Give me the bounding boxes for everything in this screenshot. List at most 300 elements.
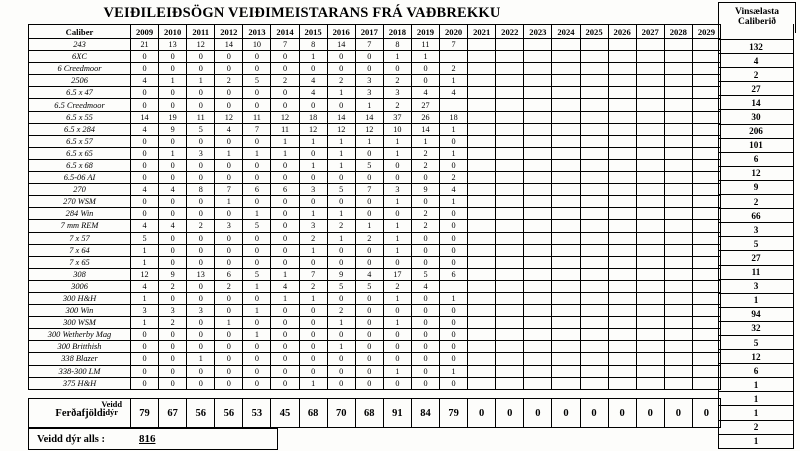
cell-count bbox=[692, 39, 720, 51]
cell-count: 1 bbox=[327, 147, 355, 159]
cell-count: 14 bbox=[131, 111, 159, 123]
cell-count: 0 bbox=[243, 353, 271, 365]
cell-count: 1 bbox=[327, 232, 355, 244]
cell-count bbox=[468, 135, 496, 147]
cell-count bbox=[664, 147, 692, 159]
cell-count: 4 bbox=[131, 75, 159, 87]
cell-count bbox=[636, 87, 664, 99]
cell-count: 7 bbox=[243, 123, 271, 135]
cell-count: 0 bbox=[383, 159, 411, 171]
cell-caliber-total: 27 bbox=[719, 251, 794, 265]
totals-row-label bbox=[29, 399, 131, 428]
cell-count: 1 bbox=[299, 377, 327, 389]
cell-count bbox=[524, 220, 552, 232]
cell-count bbox=[552, 232, 580, 244]
cell-count: 6 bbox=[243, 184, 271, 196]
favourite-caliber-values-table bbox=[718, 24, 794, 449]
cell-count: 1 bbox=[215, 147, 243, 159]
cell-caliber: 300 Win bbox=[29, 305, 131, 317]
cell-count: 0 bbox=[131, 341, 159, 353]
cell-count: 0 bbox=[299, 353, 327, 365]
cell-count: 0 bbox=[215, 256, 243, 268]
cell-count: 1 bbox=[131, 317, 159, 329]
cell-caliber-total: 1 bbox=[719, 378, 794, 392]
cell-count: 0 bbox=[215, 305, 243, 317]
cell-count: 0 bbox=[159, 232, 187, 244]
cell-count: 5 bbox=[131, 232, 159, 244]
cell-count: 0 bbox=[271, 196, 299, 208]
cell-caliber-total: 94 bbox=[719, 307, 794, 321]
cell-count: 0 bbox=[271, 87, 299, 99]
cell-count bbox=[580, 87, 608, 99]
cell-count bbox=[552, 268, 580, 280]
cell-caliber: 270 bbox=[29, 184, 131, 196]
cell-count: 10 bbox=[383, 123, 411, 135]
column-header-year: 2023 bbox=[524, 25, 552, 39]
cell-count: 0 bbox=[187, 280, 215, 292]
column-header-year: 2016 bbox=[327, 25, 355, 39]
cell-count: 3 bbox=[187, 305, 215, 317]
cell-count bbox=[692, 353, 720, 365]
cell-count bbox=[608, 147, 636, 159]
column-header-year: 2022 bbox=[496, 25, 524, 39]
favourite-caliber-row bbox=[719, 251, 794, 265]
cell-count: 0 bbox=[187, 377, 215, 389]
cell-count: 1 bbox=[215, 196, 243, 208]
cell-count: 0 bbox=[440, 377, 468, 389]
cell-count: 12 bbox=[131, 268, 159, 280]
cell-count bbox=[636, 329, 664, 341]
cell-count: 0 bbox=[243, 365, 271, 377]
cell-count bbox=[552, 329, 580, 341]
cell-count: 2 bbox=[187, 220, 215, 232]
cell-count: 0 bbox=[440, 329, 468, 341]
cell-caliber: 6.5 x 68 bbox=[29, 159, 131, 171]
cell-count: 18 bbox=[440, 111, 468, 123]
cell-count: 1 bbox=[187, 353, 215, 365]
table-row bbox=[29, 377, 721, 389]
cell-caliber: 7 x 64 bbox=[29, 244, 131, 256]
cell-count bbox=[692, 256, 720, 268]
cell-count bbox=[524, 329, 552, 341]
cell-count bbox=[580, 232, 608, 244]
cell-count: 0 bbox=[440, 305, 468, 317]
cell-count: 1 bbox=[299, 292, 327, 304]
cell-count: 0 bbox=[271, 208, 299, 220]
cell-caliber: 7 x 65 bbox=[29, 256, 131, 268]
cell-count: 0 bbox=[355, 196, 383, 208]
cell-count: 1 bbox=[383, 51, 411, 63]
cell-count bbox=[636, 63, 664, 75]
cell-count: 1 bbox=[159, 75, 187, 87]
cell-count: 5 bbox=[355, 159, 383, 171]
cell-count: 3 bbox=[187, 147, 215, 159]
cell-count: 0 bbox=[299, 172, 327, 184]
cell-count: 0 bbox=[383, 341, 411, 353]
cell-count bbox=[552, 280, 580, 292]
cell-count: 5 bbox=[411, 268, 439, 280]
cell-count bbox=[608, 353, 636, 365]
cell-count bbox=[664, 135, 692, 147]
cell-count bbox=[524, 111, 552, 123]
cell-count: 27 bbox=[411, 99, 439, 111]
cell-count bbox=[496, 147, 524, 159]
table-row bbox=[29, 268, 721, 280]
cell-count: 1 bbox=[440, 75, 468, 87]
favourite-caliber-row bbox=[719, 82, 794, 96]
cell-count bbox=[524, 305, 552, 317]
cell-count: 4 bbox=[159, 184, 187, 196]
cell-count bbox=[580, 172, 608, 184]
cell-count: 0 bbox=[131, 87, 159, 99]
cell-count bbox=[440, 51, 468, 63]
cell-count bbox=[552, 305, 580, 317]
table-row bbox=[29, 232, 721, 244]
cell-count: 0 bbox=[383, 63, 411, 75]
favourite-caliber-row bbox=[719, 223, 794, 237]
cell-count: 0 bbox=[271, 329, 299, 341]
cell-count bbox=[664, 87, 692, 99]
cell-count bbox=[496, 75, 524, 87]
cell-caliber: 6.5 x 55 bbox=[29, 111, 131, 123]
cell-count: 0 bbox=[440, 317, 468, 329]
cell-count: 0 bbox=[243, 292, 271, 304]
cell-count: 0 bbox=[411, 365, 439, 377]
cell-count bbox=[636, 39, 664, 51]
cell-count bbox=[552, 111, 580, 123]
cell-count: 0 bbox=[271, 377, 299, 389]
cell-count: 6 bbox=[271, 184, 299, 196]
cell-caliber: 284 Win bbox=[29, 208, 131, 220]
cell-count: 0 bbox=[355, 305, 383, 317]
cell-count bbox=[664, 111, 692, 123]
cell-count: 1 bbox=[131, 256, 159, 268]
cell-count bbox=[524, 244, 552, 256]
cell-count bbox=[664, 51, 692, 63]
cell-count: 1 bbox=[440, 365, 468, 377]
cell-count bbox=[468, 280, 496, 292]
cell-count: 0 bbox=[327, 329, 355, 341]
cell-count bbox=[580, 208, 608, 220]
cell-count: 0 bbox=[299, 147, 327, 159]
cell-count: 0 bbox=[215, 63, 243, 75]
cell-count: 4 bbox=[131, 220, 159, 232]
favourite-caliber-row bbox=[719, 350, 794, 364]
cell-count bbox=[552, 51, 580, 63]
cell-count bbox=[524, 123, 552, 135]
cell-count: 0 bbox=[131, 365, 159, 377]
totals-table bbox=[28, 398, 721, 428]
cell-count: 0 bbox=[411, 244, 439, 256]
cell-count: 1 bbox=[383, 135, 411, 147]
table-row bbox=[29, 317, 721, 329]
cell-count: 1 bbox=[271, 135, 299, 147]
cell-count: 12 bbox=[187, 39, 215, 51]
cell-count: 12 bbox=[271, 111, 299, 123]
cell-count bbox=[608, 329, 636, 341]
favourite-caliber-row bbox=[719, 180, 794, 194]
cell-caliber-total: 6 bbox=[719, 364, 794, 378]
cell-count: 1 bbox=[299, 208, 327, 220]
table-row bbox=[29, 292, 721, 304]
cell-caliber-total: 66 bbox=[719, 209, 794, 223]
table-header-row bbox=[29, 25, 721, 39]
column-header-year: 2025 bbox=[580, 25, 608, 39]
document-title-bar bbox=[28, 2, 576, 24]
cell-count: 0 bbox=[215, 353, 243, 365]
cell-caliber-total: 4 bbox=[719, 54, 794, 68]
cell-count bbox=[692, 87, 720, 99]
cell-count: 0 bbox=[411, 63, 439, 75]
cell-count: 4 bbox=[131, 123, 159, 135]
favourite-caliber-row bbox=[719, 124, 794, 138]
cell-count: 0 bbox=[355, 256, 383, 268]
cell-count: 0 bbox=[243, 159, 271, 171]
cell-count: 0 bbox=[327, 365, 355, 377]
cell-count bbox=[636, 305, 664, 317]
cell-count bbox=[552, 317, 580, 329]
cell-count bbox=[496, 99, 524, 111]
cell-count: 0 bbox=[411, 353, 439, 365]
cell-count: 0 bbox=[355, 329, 383, 341]
cell-count: 1 bbox=[383, 365, 411, 377]
cell-count bbox=[636, 172, 664, 184]
cell-count bbox=[580, 196, 608, 208]
cell-count bbox=[496, 87, 524, 99]
cell-count: 3 bbox=[299, 220, 327, 232]
cell-count bbox=[636, 256, 664, 268]
cell-count: 0 bbox=[159, 256, 187, 268]
table-row bbox=[29, 329, 721, 341]
cell-count: 12 bbox=[327, 123, 355, 135]
cell-count: 1 bbox=[271, 292, 299, 304]
favourite-caliber-row bbox=[719, 321, 794, 335]
cell-count bbox=[580, 317, 608, 329]
cell-caliber: 300 WSM bbox=[29, 317, 131, 329]
cell-count bbox=[664, 184, 692, 196]
cell-count: 4 bbox=[299, 87, 327, 99]
cell-count: 9 bbox=[411, 184, 439, 196]
cell-count: 4 bbox=[215, 123, 243, 135]
cell-count: 5 bbox=[355, 280, 383, 292]
cell-count: 0 bbox=[411, 292, 439, 304]
cell-year-total: 0 bbox=[496, 399, 524, 428]
table-row bbox=[29, 256, 721, 268]
cell-count bbox=[608, 135, 636, 147]
table-row bbox=[29, 63, 721, 75]
cell-count: 0 bbox=[131, 172, 159, 184]
cell-count: 1 bbox=[383, 196, 411, 208]
cell-caliber: 7 x 57 bbox=[29, 232, 131, 244]
cell-count: 0 bbox=[383, 377, 411, 389]
cell-count: 0 bbox=[271, 232, 299, 244]
cell-year-total: 0 bbox=[664, 399, 692, 428]
cell-year-total: 56 bbox=[187, 399, 215, 428]
cell-count bbox=[468, 196, 496, 208]
cell-caliber-total: 3 bbox=[719, 223, 794, 237]
cell-count: 13 bbox=[159, 39, 187, 51]
cell-count: 0 bbox=[243, 196, 271, 208]
cell-count: 0 bbox=[131, 63, 159, 75]
cell-caliber: 6.5 Creedmoor bbox=[29, 99, 131, 111]
cell-count bbox=[580, 184, 608, 196]
cell-count bbox=[524, 159, 552, 171]
cell-count: 1 bbox=[327, 87, 355, 99]
cell-count: 3 bbox=[159, 305, 187, 317]
cell-count: 0 bbox=[327, 292, 355, 304]
cell-count: 3 bbox=[215, 220, 243, 232]
cell-caliber-total: 1 bbox=[719, 392, 794, 406]
cell-count bbox=[468, 292, 496, 304]
cell-count: 0 bbox=[355, 147, 383, 159]
cell-count: 0 bbox=[355, 172, 383, 184]
cell-count bbox=[468, 220, 496, 232]
cell-caliber: 6.5-06 AI bbox=[29, 172, 131, 184]
cell-count: 0 bbox=[299, 196, 327, 208]
cell-count: 0 bbox=[411, 341, 439, 353]
cell-count bbox=[664, 256, 692, 268]
cell-count bbox=[636, 377, 664, 389]
cell-count: 0 bbox=[271, 159, 299, 171]
cell-count: 0 bbox=[131, 135, 159, 147]
cell-count: 2 bbox=[383, 99, 411, 111]
cell-count: 0 bbox=[159, 208, 187, 220]
column-header-year: 2021 bbox=[468, 25, 496, 39]
cell-count bbox=[496, 377, 524, 389]
cell-count: 2 bbox=[411, 208, 439, 220]
cell-caliber-total: 5 bbox=[719, 237, 794, 251]
totals-row bbox=[29, 399, 721, 428]
cell-count bbox=[468, 305, 496, 317]
cell-count bbox=[692, 196, 720, 208]
cell-count: 1 bbox=[383, 147, 411, 159]
cell-count: 9 bbox=[159, 268, 187, 280]
cell-caliber: 3006 bbox=[29, 280, 131, 292]
cell-count: 0 bbox=[215, 135, 243, 147]
cell-count bbox=[580, 135, 608, 147]
cell-caliber-total: 14 bbox=[719, 96, 794, 110]
cell-count bbox=[692, 292, 720, 304]
cell-count bbox=[496, 268, 524, 280]
cell-year-total: 79 bbox=[131, 399, 159, 428]
cell-count bbox=[580, 39, 608, 51]
cell-count: 0 bbox=[440, 159, 468, 171]
column-header-year: 2020 bbox=[440, 25, 468, 39]
cell-count: 2 bbox=[299, 232, 327, 244]
cell-count bbox=[552, 147, 580, 159]
cell-count: 0 bbox=[355, 341, 383, 353]
caliber-year-table bbox=[28, 24, 721, 390]
cell-count bbox=[636, 208, 664, 220]
cell-count bbox=[524, 196, 552, 208]
cell-count bbox=[664, 99, 692, 111]
cell-count bbox=[496, 317, 524, 329]
cell-count: 0 bbox=[131, 329, 159, 341]
cell-count bbox=[552, 353, 580, 365]
column-header-year: 2024 bbox=[552, 25, 580, 39]
cell-count: 0 bbox=[159, 135, 187, 147]
column-header-caliber: Caliber bbox=[29, 25, 131, 39]
cell-count bbox=[692, 208, 720, 220]
cell-count bbox=[608, 111, 636, 123]
table-row bbox=[29, 208, 721, 220]
cell-count bbox=[664, 63, 692, 75]
cell-count: 5 bbox=[327, 184, 355, 196]
cell-caliber-total: 6 bbox=[719, 152, 794, 166]
favourite-caliber-row bbox=[719, 335, 794, 349]
cell-count bbox=[636, 365, 664, 377]
cell-count: 26 bbox=[411, 111, 439, 123]
cell-count bbox=[496, 353, 524, 365]
favourite-caliber-row bbox=[719, 279, 794, 293]
cell-count: 10 bbox=[243, 39, 271, 51]
favourite-caliber-row bbox=[719, 307, 794, 321]
cell-count: 0 bbox=[355, 208, 383, 220]
cell-count bbox=[636, 159, 664, 171]
cell-count bbox=[664, 196, 692, 208]
cell-count: 0 bbox=[187, 292, 215, 304]
cell-year-total: 84 bbox=[411, 399, 439, 428]
cell-count bbox=[636, 51, 664, 63]
cell-count: 0 bbox=[383, 329, 411, 341]
cell-count bbox=[608, 244, 636, 256]
cell-caliber: 270 WSM bbox=[29, 196, 131, 208]
cell-count: 0 bbox=[271, 172, 299, 184]
cell-count bbox=[664, 172, 692, 184]
cell-count: 0 bbox=[327, 99, 355, 111]
cell-caliber-total: 101 bbox=[719, 138, 794, 152]
cell-count bbox=[552, 256, 580, 268]
cell-count bbox=[636, 280, 664, 292]
favourite-caliber-row bbox=[719, 406, 794, 420]
cell-count: 0 bbox=[440, 208, 468, 220]
cell-count bbox=[636, 268, 664, 280]
cell-caliber-total: 1 bbox=[719, 434, 794, 448]
cell-count bbox=[496, 184, 524, 196]
cell-count bbox=[636, 341, 664, 353]
cell-count bbox=[524, 365, 552, 377]
cell-caliber: 6 Creedmoor bbox=[29, 63, 131, 75]
column-header-year: 2011 bbox=[187, 25, 215, 39]
cell-count: 1 bbox=[299, 244, 327, 256]
cell-count bbox=[664, 317, 692, 329]
cell-caliber: 243 bbox=[29, 39, 131, 51]
cell-count bbox=[692, 317, 720, 329]
cell-count bbox=[552, 39, 580, 51]
cell-count bbox=[580, 123, 608, 135]
cell-count bbox=[692, 75, 720, 87]
cell-count bbox=[664, 159, 692, 171]
cell-count: 0 bbox=[187, 341, 215, 353]
cell-count: 14 bbox=[327, 39, 355, 51]
cell-count: 0 bbox=[215, 51, 243, 63]
cell-count: 0 bbox=[215, 159, 243, 171]
cell-count: 1 bbox=[299, 159, 327, 171]
cell-caliber-total: 2 bbox=[719, 420, 794, 434]
cell-count: 0 bbox=[355, 377, 383, 389]
cell-count: 2 bbox=[411, 220, 439, 232]
cell-count: 5 bbox=[243, 220, 271, 232]
cell-count: 0 bbox=[215, 172, 243, 184]
favourite-caliber-row bbox=[719, 364, 794, 378]
cell-count bbox=[468, 39, 496, 51]
cell-count: 0 bbox=[131, 51, 159, 63]
cell-count: 1 bbox=[440, 147, 468, 159]
favourite-caliber-row bbox=[719, 392, 794, 406]
cell-caliber-total: 1 bbox=[719, 293, 794, 307]
cell-count: 0 bbox=[131, 147, 159, 159]
cell-count: 1 bbox=[355, 135, 383, 147]
